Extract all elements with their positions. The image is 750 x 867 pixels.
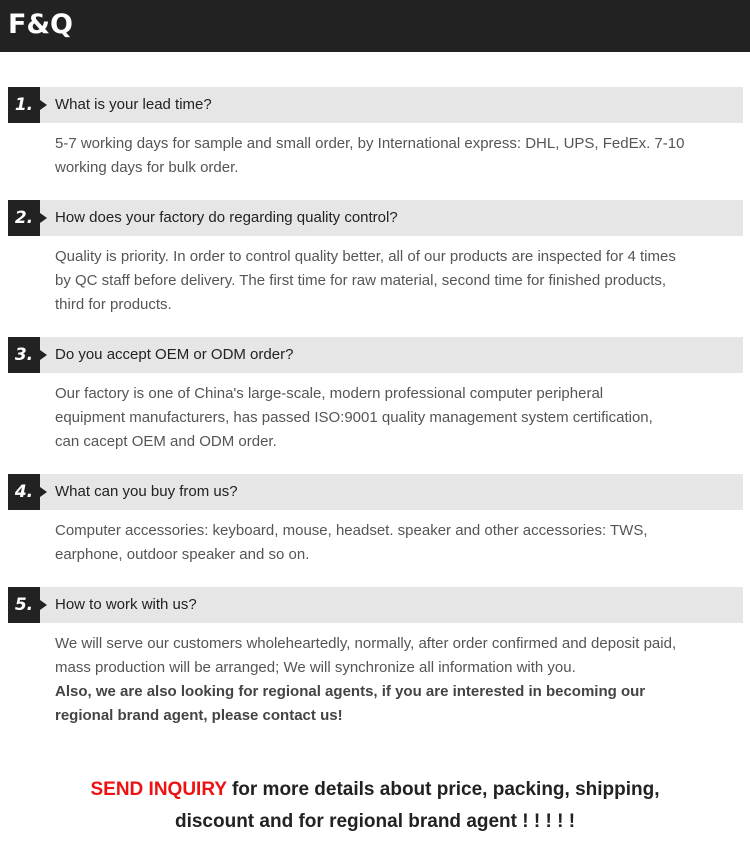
callout-line-1 [0, 774, 750, 806]
arrow-right-icon [40, 213, 47, 223]
number-label: 4. [14, 482, 34, 502]
number-badge [8, 200, 40, 236]
number-badge [8, 474, 40, 510]
question-text: Do you accept OEM or ODM order? [55, 346, 294, 363]
number-label: 2. [14, 208, 34, 228]
question-text: What is your lead time? [55, 96, 212, 113]
answer-text: We will serve our customers wholeheartedly, normally, after order confirmed and deposit paid, mass production will be arranged; We will synchronize all information with you. [55, 635, 677, 676]
answer-5 [55, 632, 690, 728]
answer-1 [55, 132, 695, 180]
number-badge [8, 337, 40, 373]
send-inquiry-link[interactable]: SEND INQUIRY [90, 779, 227, 800]
arrow-right-icon [40, 600, 47, 610]
page-header [0, 0, 750, 52]
answer-text: Quality is priority. In order to control quality better, all of our products are inspected for 4 times by QC staff before delivery. The first time for raw material, second time for finished products, third for products. [55, 248, 676, 313]
question-text: What can you buy from us? [55, 483, 238, 500]
number-label: 3. [14, 345, 34, 365]
callout-text-1: for more details about price, packing, shipping, [226, 779, 660, 800]
answer-3 [55, 382, 655, 454]
callout-line-2: discount and for regional brand agent ! ! ! ! ! [174, 811, 576, 832]
answer-text: Our factory is one of China's large-scale, modern professional computer peripheral equipment manufacturers, has passed ISO:9001 quality management system certification, can cacept OEM and ODM order. [55, 385, 653, 450]
arrow-right-icon [40, 100, 47, 110]
answer-2 [55, 245, 680, 317]
answer-text: 5-7 working days for sample and small order, by International express: DHL, UPS, FedEx. 7-10 working days for bulk order. [55, 135, 685, 176]
page-title: F&Q [8, 9, 73, 40]
question-text: How does your factory do regarding quality control? [55, 209, 398, 226]
answer-text: Computer accessories: keyboard, mouse, headset. speaker and other accessories: TWS, earphone, outdoor speaker and so on. [55, 522, 648, 563]
question-text: How to work with us? [55, 596, 197, 613]
arrow-right-icon [40, 350, 47, 360]
number-badge [8, 587, 40, 623]
agent-notice: Also, we are also looking for regional agents, if you are interested in becoming our regional brand agent, please contact us! [55, 683, 646, 724]
inquiry-callout [0, 774, 750, 838]
number-badge [8, 87, 40, 123]
arrow-right-icon [40, 487, 47, 497]
number-label: 1. [14, 95, 34, 115]
answer-4 [55, 519, 660, 567]
number-label: 5. [14, 595, 34, 615]
